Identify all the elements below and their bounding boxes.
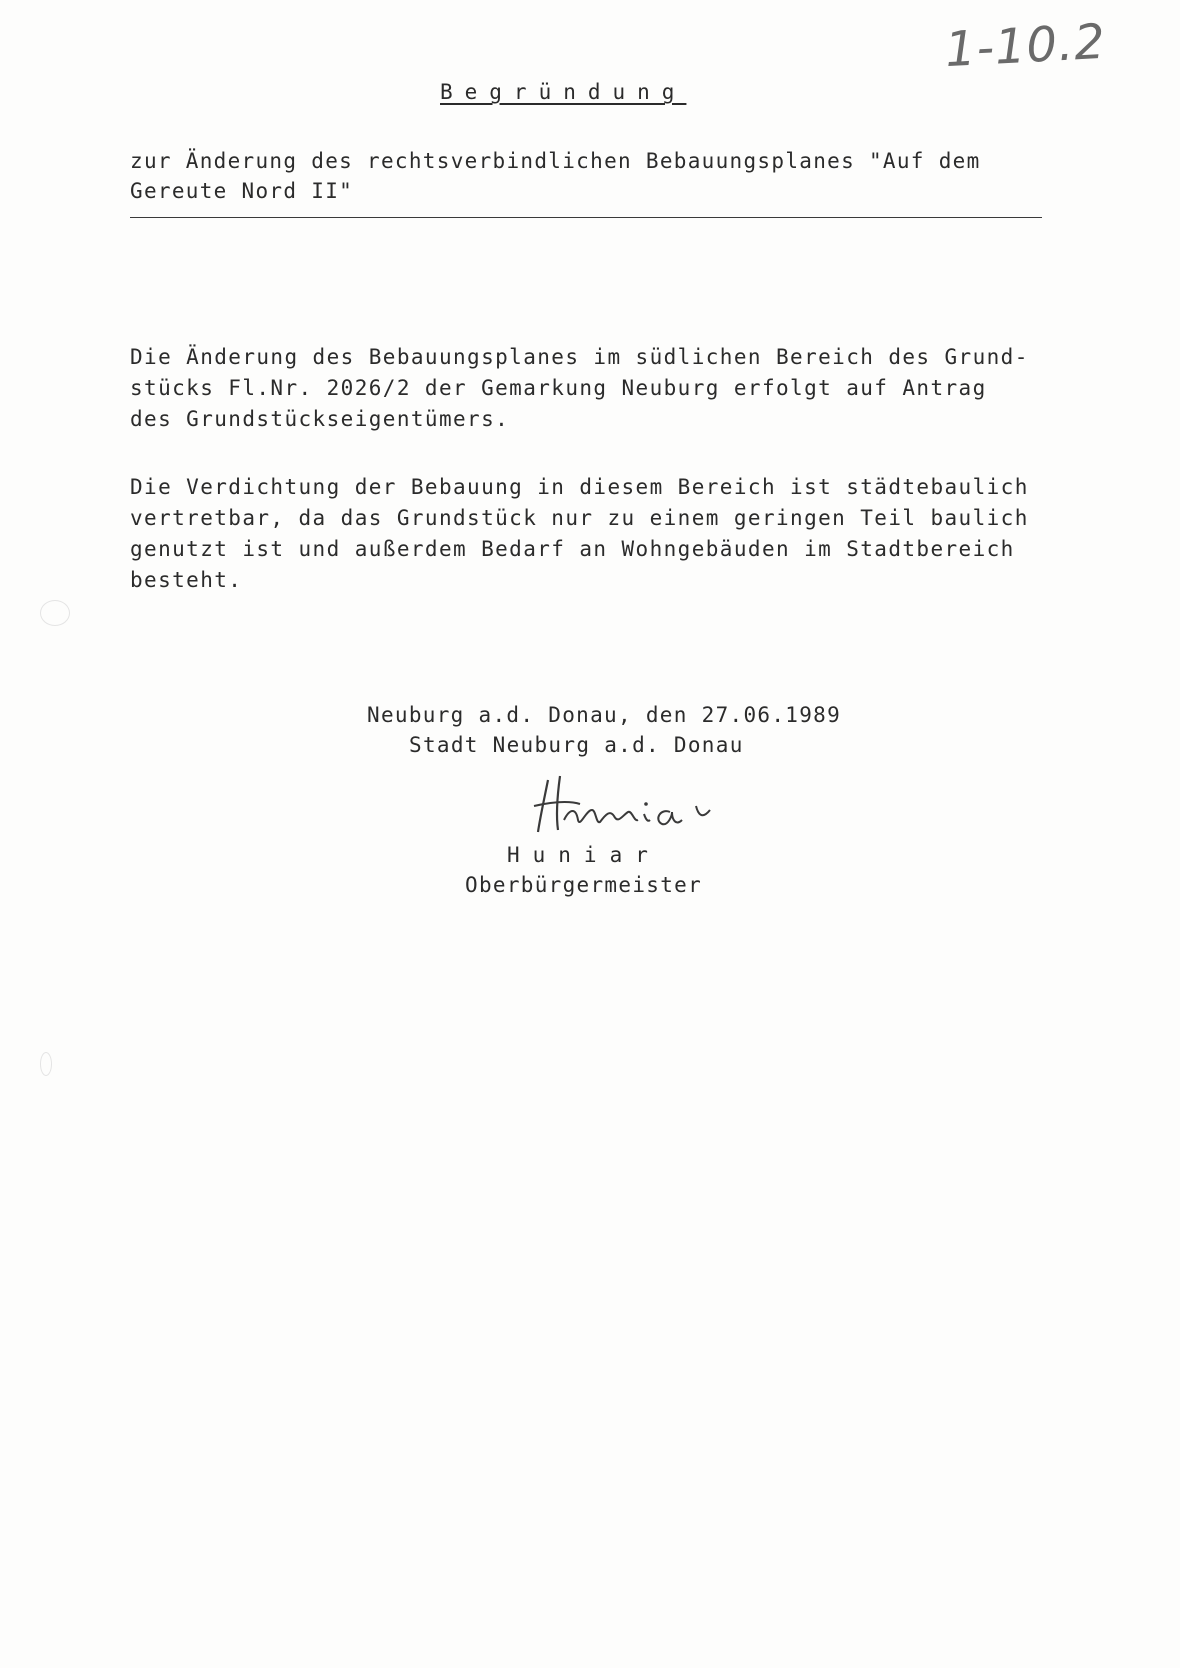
document-subject bbox=[130, 146, 1030, 206]
handwritten-signature bbox=[530, 770, 730, 840]
subject-line: zur Änderung des rechtsverbindlichen Bebauungsplanes "Auf dem bbox=[130, 149, 981, 173]
paragraph-1 bbox=[130, 342, 1060, 435]
paragraph-2 bbox=[130, 472, 1060, 596]
signer-name: Huniar bbox=[507, 843, 661, 867]
signer-block bbox=[465, 840, 702, 900]
subject-divider bbox=[130, 217, 1042, 218]
paragraph-line: genutzt ist und außerdem Bedarf an Wohngebäuden im Stadtbereich bbox=[130, 537, 1015, 561]
paragraph-line: stücks Fl.Nr. 2026/2 der Gemarkung Neuburg erfolgt auf Antrag bbox=[130, 376, 987, 400]
scan-mark bbox=[40, 1052, 52, 1076]
paragraph-line: besteht. bbox=[130, 568, 243, 592]
place-date: Neuburg a.d. Donau, den 27.06.1989 bbox=[367, 703, 842, 727]
place-date-block bbox=[367, 700, 841, 760]
signer-role: Oberbürgermeister bbox=[465, 873, 703, 897]
document-title: Begründung bbox=[440, 80, 687, 104]
paragraph-line: Die Änderung des Bebauungsplanes im südlichen Bereich des Grund- bbox=[130, 345, 1029, 369]
paragraph-line: des Grundstückseigentümers. bbox=[130, 407, 510, 431]
subject-line: Gereute Nord II" bbox=[130, 179, 354, 203]
paragraph-line: Die Verdichtung der Bebauung in diesem Bereich ist städtebaulich bbox=[130, 475, 1029, 499]
handwritten-reference: 1-10.2 bbox=[943, 13, 1108, 79]
scan-mark bbox=[40, 600, 70, 626]
issuing-authority: Stadt Neuburg a.d. Donau bbox=[409, 733, 744, 757]
paragraph-line: vertretbar, da das Grundstück nur zu einem geringen Teil baulich bbox=[130, 506, 1029, 530]
